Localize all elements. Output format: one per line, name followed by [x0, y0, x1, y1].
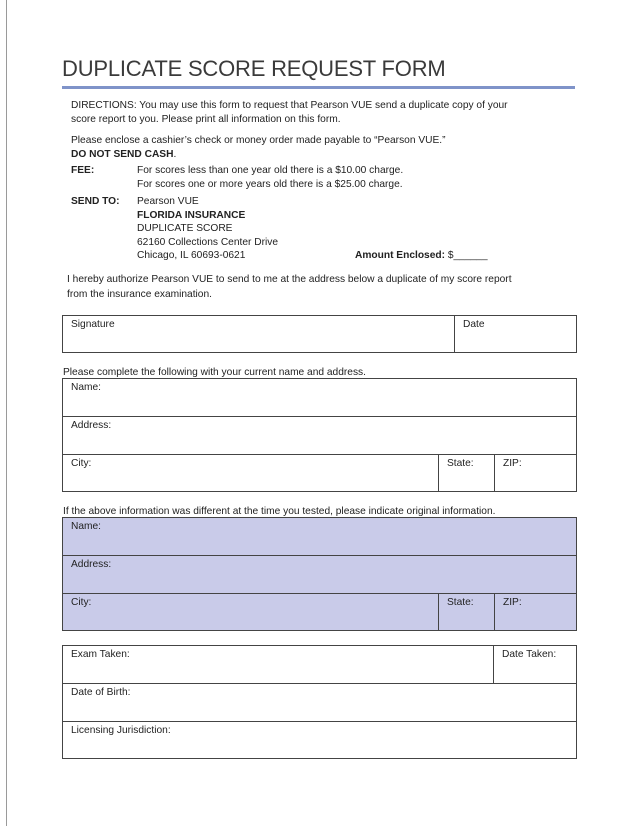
original-name-label: Name:: [71, 521, 102, 532]
original-city-label: City:: [71, 597, 92, 608]
send-to-line-5: Chicago, IL 60693-0621: [137, 250, 246, 261]
current-address-field[interactable]: [63, 417, 576, 454]
enclose-line: Please enclose a cashier’s check or money order made payable to “Pearson VUE.”: [71, 135, 446, 146]
original-name-field[interactable]: [63, 518, 576, 555]
current-intro: Please complete the following with your current name and address.: [63, 367, 366, 378]
date-field[interactable]: [455, 316, 576, 352]
send-to-line-4: 62160 Collections Center Drive: [137, 237, 278, 248]
exam-info-box: [62, 645, 577, 759]
send-to-line-1: Pearson VUE: [137, 196, 199, 207]
original-zip-label: ZIP:: [503, 597, 522, 608]
fee-line-2: For scores one or more years old there is a $25.00 charge.: [137, 179, 403, 190]
amount-enclosed: [355, 249, 488, 262]
signature-field[interactable]: [63, 316, 454, 352]
current-name-label: Name:: [71, 382, 102, 393]
jurisdiction-label: Licensing Jurisdiction:: [71, 725, 171, 736]
original-address-label: Address:: [71, 559, 112, 570]
date-label: Date: [463, 319, 485, 330]
authorize-line-1: I hereby authorize Pearson VUE to send to me at the address below a duplicate of my score report: [67, 274, 512, 285]
cash-warning-text: DO NOT SEND CASH: [71, 149, 174, 160]
original-state-label: State:: [447, 597, 474, 608]
signature-box: [62, 315, 577, 353]
current-zip-field[interactable]: [495, 455, 576, 491]
send-to-label: SEND TO:: [71, 196, 120, 207]
current-zip-label: ZIP:: [503, 458, 522, 469]
directions-line-2: score report to you. Please print all information on this form.: [71, 114, 341, 125]
dob-label: Date of Birth:: [71, 687, 131, 698]
exam-taken-label: Exam Taken:: [71, 649, 130, 660]
signature-label: Signature: [71, 319, 115, 330]
current-state-field[interactable]: [439, 455, 494, 491]
exam-taken-field[interactable]: [63, 646, 493, 683]
dob-field[interactable]: [63, 684, 576, 721]
original-city-field[interactable]: [63, 594, 438, 630]
original-info-box: [62, 517, 577, 631]
send-to-line-2: FLORIDA INSURANCE: [137, 210, 246, 221]
date-taken-field[interactable]: [494, 646, 576, 683]
current-name-field[interactable]: [63, 379, 576, 416]
send-to-line-3: DUPLICATE SCORE: [137, 223, 233, 234]
date-taken-label: Date Taken:: [502, 649, 557, 660]
fee-line-1: For scores less than one year old there is a $10.00 charge.: [137, 165, 404, 176]
title-rule: [62, 86, 575, 89]
page-title: DUPLICATE SCORE REQUEST FORM: [62, 56, 446, 81]
fee-label: FEE:: [71, 165, 95, 176]
original-state-field[interactable]: [439, 594, 494, 630]
cash-warning: [71, 148, 176, 161]
current-city-label: City:: [71, 458, 92, 469]
amount-enclosed-value[interactable]: $______: [447, 250, 488, 261]
original-address-field[interactable]: [63, 556, 576, 593]
amount-enclosed-label: Amount Enclosed:: [355, 250, 445, 261]
directions-line-1: DIRECTIONS: You may use this form to request that Pearson VUE send a duplicate copy of your: [71, 100, 508, 111]
jurisdiction-field[interactable]: [63, 722, 576, 758]
authorize-line-2: from the insurance examination.: [67, 289, 212, 300]
current-state-label: State:: [447, 458, 474, 469]
page-edge: [6, 0, 7, 826]
original-zip-field[interactable]: [495, 594, 576, 630]
current-address-label: Address:: [71, 420, 112, 431]
current-info-box: [62, 378, 577, 492]
cash-warning-period: .: [173, 149, 177, 160]
original-intro: If the above information was different at the time you tested, please indicate original information.: [63, 506, 496, 517]
current-city-field[interactable]: [63, 455, 438, 491]
